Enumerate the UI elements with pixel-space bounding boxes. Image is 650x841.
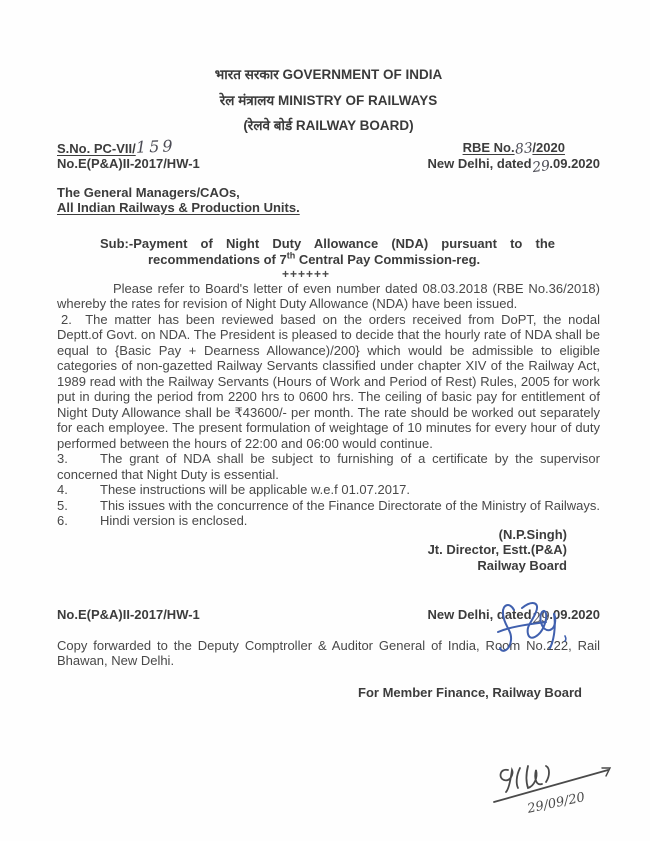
paragraph-4-text: These instructions will be applicable w.e.f 01.07.2017. [100, 482, 411, 497]
paragraph-6-text: Hindi version is enclosed. [100, 513, 248, 528]
paragraph-6-number: 6. [57, 513, 68, 528]
reference-right [427, 139, 600, 177]
paragraph-3-number: 3. [57, 451, 68, 466]
paragraph-3 [57, 451, 600, 482]
date-day-handwritten: 29 [530, 157, 551, 177]
rbe-number-handwritten: 83 [513, 139, 534, 158]
paragraph-1: Please refer to Board's letter of even number dated 08.03.2018 (RBE No.36/2018) whereby the rates for revision of Night Duty Allowance (NDA) have been issued. [57, 280, 600, 311]
rbe-label: RBE No. [462, 139, 515, 155]
reference-row [57, 135, 600, 177]
footer-date-rest: .09.2020 [549, 607, 600, 622]
signature-ink-blue [492, 596, 587, 666]
rbe-number-line [428, 140, 600, 157]
rbe-year: /2020 [532, 139, 565, 155]
copy-forwarded-paragraph: Copy forwarded to the Deputy Comptroller & Auditor General of India, Room No.222, Rail Bhawan, New Delhi. [57, 637, 600, 668]
reference-left [57, 135, 200, 173]
serial-number-handwritten: 159 [135, 135, 176, 157]
addressee-line2: All Indian Railways & Production Units. [57, 200, 300, 215]
signatory-block [57, 527, 600, 574]
letter-content [57, 0, 600, 700]
serial-number-line [57, 135, 200, 157]
addressee-line1: The General Managers/CAOs, [57, 184, 240, 200]
letterhead [57, 62, 600, 139]
date-rest: .09.2020 [549, 156, 600, 171]
subject-superscript: th [286, 250, 296, 261]
handwritten-date: 29/09/20 [526, 789, 587, 817]
paragraph-4 [57, 482, 600, 498]
letterhead-line-ministry: रेल मंत्रालय MINISTRY OF RAILWAYS [219, 92, 438, 108]
signatory-designation: Jt. Director, Estt.(P&A) [427, 542, 567, 557]
paragraph-4-number: 4. [57, 482, 68, 497]
paragraph-5-number: 5. [57, 497, 68, 513]
file-number-line: No.E(P&A)II-2017/HW-1 [57, 156, 200, 171]
subject-tail: Central Pay Commission-reg. [295, 251, 481, 267]
paragraph-5 [57, 498, 600, 514]
footer-date-day-handwritten: 29 [530, 608, 551, 628]
signature-ink-dark [490, 758, 630, 820]
subject-text: Sub:-Payment of Night Duty Allowance (NDA) pursuant to the recommendations of 7 [100, 235, 555, 267]
paragraph-3-text: The grant of NDA shall be subject to furnishing of a certificate by the supervisor concerned that Night Duty is essential. [57, 451, 600, 482]
signatory-name: (N.P.Singh) [498, 526, 567, 542]
dateline-prefix: New Delhi, dated [427, 156, 532, 171]
sign-off-line: For Member Finance, Railway Board [358, 684, 582, 700]
addressee-block [57, 185, 600, 216]
footer-file-number: No.E(P&A)II-2017/HW-1 [57, 607, 200, 622]
paragraph-5-text: This issues with the concurrence of the Finance Directorate of the Ministry of Railways. [100, 497, 600, 513]
letterhead-line-board: (रेलवे बोर्ड RAILWAY BOARD) [243, 118, 414, 133]
serial-number-label: S.No. PC-VII/ [57, 140, 136, 156]
signatory-organisation: Railway Board [477, 557, 567, 573]
subject-line [100, 236, 555, 268]
subject-separator: ++++++ [281, 266, 331, 281]
footer-dateline-prefix: New Delhi, dated [427, 607, 532, 622]
letterhead-line-government: भारत सरकार GOVERNMENT OF INDIA [214, 67, 443, 82]
dateline [427, 156, 600, 177]
paragraph-2: 2. The matter has been reviewed based on the orders received from DoPT, the nodal Deptt.of Govt. on NDA. The President is pleased to decide that the hourly rate of NDA shall be equal to {Basic Pay + Dearness Allowance)/200} which would be admissible to eligible categories of non-gazetted Railway Servants classified under chapter XIV of the Railway Act, 1989 read with the Railway Servants (Hours of Work and Period of Rest) Rules, 2005 for work put in during the period from 2200 hrs to 0600 hrs. The ceiling of basic pay for entitlement of Night Duty Allowance shall be ₹43600/- per month. The rate should be worked out separately for each employee. The present formulation of weightage of 10 minutes for every hour of duty performed between the hours of 22:00 and 06:00 would continue. [57, 311, 600, 451]
